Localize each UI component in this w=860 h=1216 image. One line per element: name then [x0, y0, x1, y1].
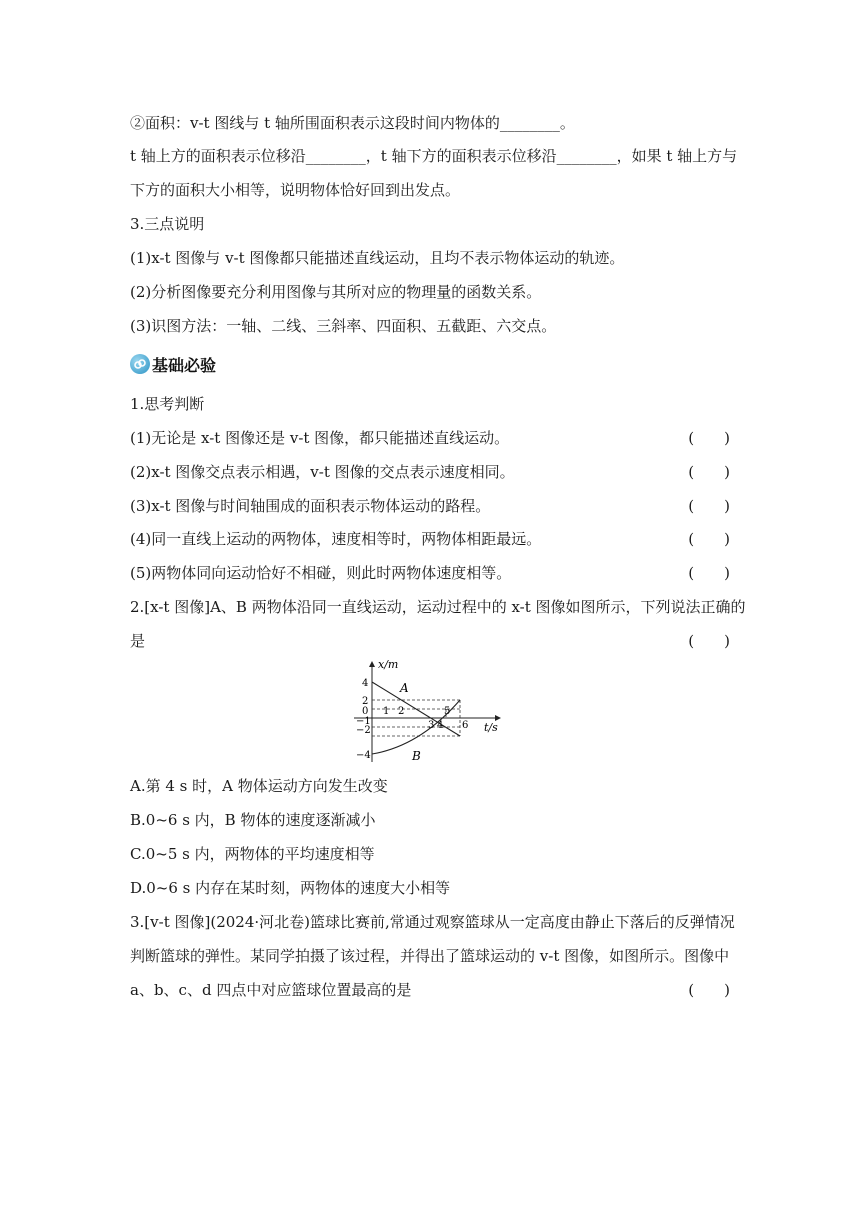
judge-item — [130, 428, 730, 448]
x-tick: 3 — [428, 720, 435, 731]
x-tick: 5 — [444, 706, 451, 717]
judge-item — [130, 563, 730, 583]
x-tick: 4 — [437, 720, 444, 731]
x-tick: 6 — [462, 720, 469, 731]
answer-blank: ( ) — [688, 497, 730, 515]
section-header — [130, 352, 216, 376]
q2-stem-tail: 是 — [130, 632, 146, 650]
section-title: 基础必验 — [152, 355, 217, 375]
link-icon — [130, 354, 150, 374]
y-tick: −4 — [356, 750, 371, 761]
q3-stem-tail: a、b、c、d 四点中对应篮球位置最高的是 — [130, 981, 412, 999]
judge-item — [130, 496, 730, 516]
xt-graph-figure — [350, 656, 510, 768]
answer-blank: ( ) — [688, 530, 730, 548]
point-1: (1)x-t 图像与 v-t 图像都只能描述直线运动，且均不表示物体运动的轨迹。 — [130, 249, 625, 267]
q3-stem-2: 判断篮球的弹性。某同学拍摄了该过程，并得出了篮球运动的 v-t 图像，如图所示。图像中 — [130, 947, 730, 965]
answer-blank: ( ) — [688, 463, 730, 481]
answer-blank: ( ) — [688, 429, 730, 447]
y-tick: 4 — [362, 678, 369, 689]
answer-blank: ( ) — [688, 632, 730, 650]
area-equal-line: 下方的面积大小相等，说明物体恰好回到出发点。 — [130, 181, 461, 199]
judge-text: (3)x-t 图像与时间轴围成的面积表示物体运动的路程。 — [130, 497, 491, 515]
q3-stem-3 — [130, 980, 730, 1000]
curve-label-a: A — [400, 681, 409, 695]
point-2: (2)分析图像要充分利用图像与其所对应的物理量的函数关系。 — [130, 283, 542, 301]
x-axis-label: t/s — [484, 721, 498, 734]
judge-text: (4)同一直线上运动的两物体，速度相等时，两物体相距最远。 — [130, 530, 542, 548]
option-a: A.第 4 s 时，A 物体运动方向发生改变 — [130, 777, 388, 795]
option-b: B.0~6 s 内，B 物体的速度逐渐减小 — [130, 811, 376, 829]
answer-blank: ( ) — [688, 564, 730, 582]
y-tick: −1 — [356, 716, 371, 727]
q2-stem: 2.[x-t 图像]A、B 两物体沿同一直线运动，运动过程中的 x-t 图像如图所示，下列说法正确的 — [130, 598, 746, 616]
area-sign-line: t 轴上方的面积表示位移沿________，t 轴下方的面积表示位移沿________，如果 t 轴上方与 — [130, 147, 738, 165]
y-axis-label: x/m — [378, 658, 399, 671]
q2-stem-end — [130, 631, 730, 651]
q1-title: 1.思考判断 — [130, 395, 205, 413]
x-tick: 1 — [383, 706, 390, 717]
judge-text: (1)无论是 x-t 图像还是 v-t 图像，都只能描述直线运动。 — [130, 429, 510, 447]
x-tick: 2 — [398, 706, 405, 717]
y-tick: 0 — [362, 706, 369, 717]
area-meaning-line: ②面积：v-t 图线与 t 轴所围面积表示这段时间内物体的________。 — [130, 114, 575, 132]
curve-label-b: B — [412, 749, 421, 763]
point-3: (3)识图方法：一轴、二线、三斜率、四面积、五截距、六交点。 — [130, 317, 557, 335]
option-c: C.0~5 s 内，两物体的平均速度相等 — [130, 845, 375, 863]
y-tick: −2 — [356, 725, 371, 736]
judge-item — [130, 462, 730, 482]
option-d: D.0~6 s 内存在某时刻，两物体的速度大小相等 — [130, 879, 451, 897]
judge-text: (2)x-t 图像交点表示相遇，v-t 图像的交点表示速度相同。 — [130, 463, 515, 481]
q3-stem-1: 3.[v-t 图像](2024·河北卷)篮球比赛前,常通过观察篮球从一定高度由静止下落后的反弹情况 — [130, 913, 735, 931]
y-tick: 2 — [362, 696, 369, 707]
three-points-heading: 3.三点说明 — [130, 215, 205, 233]
judge-item — [130, 529, 730, 549]
answer-blank: ( ) — [688, 981, 730, 999]
judge-text: (5)两物体同向运动恰好不相碰，则此时两物体速度相等。 — [130, 564, 512, 582]
